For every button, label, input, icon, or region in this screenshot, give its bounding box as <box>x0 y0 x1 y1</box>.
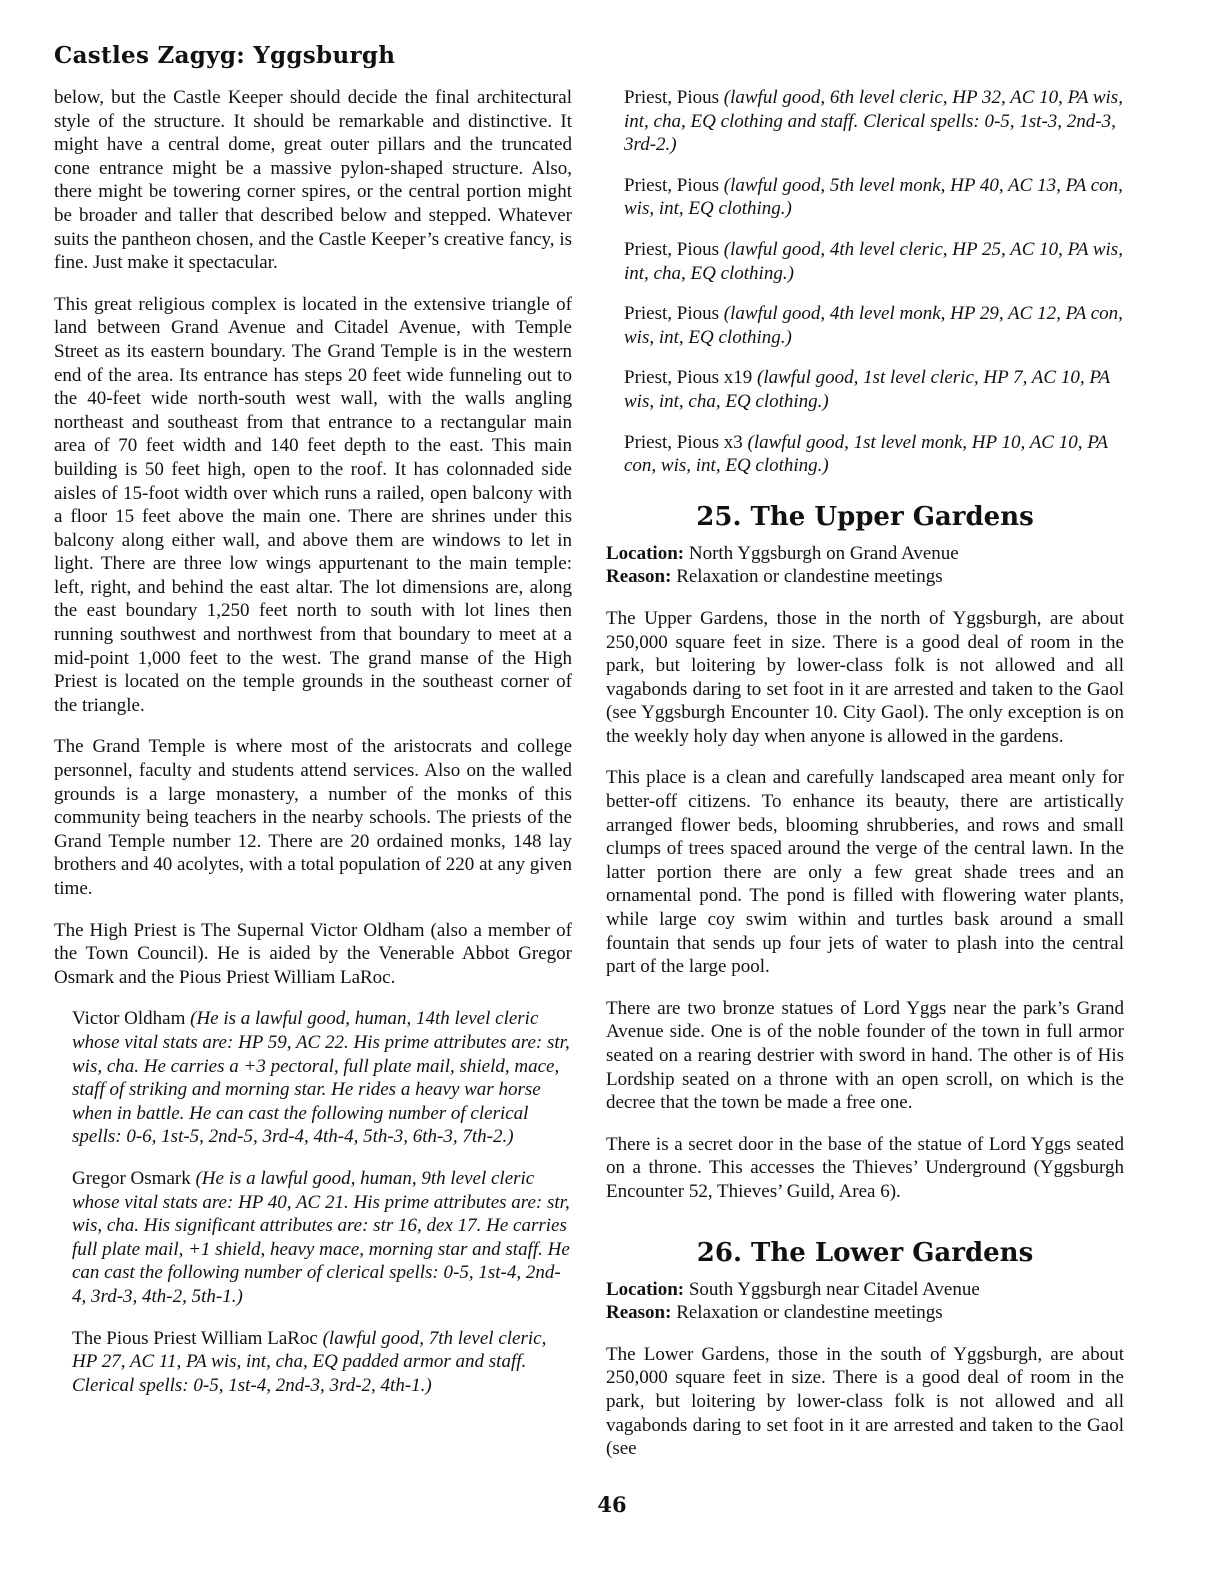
body-paragraph: There is a secret door in the base of the statue of Lord Yggs seated on a throne. This accesses the Thieves’ Underground (Yggsburgh Encounter 52, Thieves’ Guild, Area 6). <box>606 1133 1124 1202</box>
reason-label: Reason: <box>606 566 672 588</box>
stat-block-william-laroc <box>72 1327 572 1398</box>
stat-detail: (lawful good, 5th level monk, HP 40, AC 13, PA con, wis, int, EQ clothing.) <box>624 174 1123 220</box>
reason-line <box>606 1301 1124 1325</box>
body-paragraph: This great religious complex is located in the extensive triangle of land between Grand Avenue and Citadel Avenue, with Temple Street as its eastern boundary. The Grand Temple is in the western end of the area. Its entrance has steps 20 feet wide funneling out to the 40-feet wide north-south west wall, with the walls angling northeast and southeast from that entrance to a rectangular main area of 70 feet width and 140 feet depth to the east. This main building is 50 feet high, open to the roof. It has colonnaded side aisles of 15-foot width over which runs a railed, open balcony with a floor 15 feet above the main one. There are shrines under this balcony along either wall, and above them are windows to let in light. There are three low wings appurtenant to the main temple: left, right, and behind the east altar. The lot dimensions are, along the east boundary 1,250 feet north to south with lot lines then running southwest and northwest from that boundary to meet at a mid-point 1,000 feet to the west. The grand manse of the High Priest is located on the temple grounds in the southeast corner of the triangle. <box>54 293 572 716</box>
reason-line <box>606 565 1124 589</box>
left-column <box>54 86 572 1415</box>
stat-name: Gregor Osmark <box>72 1167 191 1189</box>
body-paragraph: The Lower Gardens, those in the south of Yggsburgh, are about 250,000 square feet in size. There is a good deal of room in the park, but loitering by lower-class folk is not allowed and all vagabonds daring to set foot in it are arrested and taken to the Gaol (see <box>606 1343 1124 1460</box>
stat-name: Priest, Pious <box>624 87 720 108</box>
stat-block-gregor-osmark <box>72 1167 572 1309</box>
body-paragraph: The Grand Temple is where most of the aristocrats and college personnel, faculty and students attend services. Also on the walled grounds is a large monastery, a number of the monks of this community being teachers in the nearby schools. The priests of the Grand Temple number 12. There are 20 ordained monks, 148 lay brothers and 40 acolytes, with a total population of 220 at any given time. <box>54 736 572 899</box>
stat-detail: (lawful good, 6th level cleric, HP 32, AC 10, PA wis, int, cha, EQ clothing and staff. Clerical spells: 0-5, 1st-3, 2nd-3, 3rd-2.) <box>624 87 1123 156</box>
body-paragraph: below, but the Castle Keeper should decide the final architectural style of the structure. It should be remarkable and distinctive. It might have a central dome, great outer pillars and the truncated cone entrance might be a massive pylon-shaped structure. Also, there might be towering corner spires, or the central portion might be broader and taller that described below and stepped. Whatever suits the pantheon chosen, and the Castle Keeper’s creative fancy, is fine. Just make it spectacular. <box>54 87 572 274</box>
location-label: Location: <box>606 542 685 564</box>
stat-block-victor-oldham <box>72 1007 572 1149</box>
right-column <box>606 86 1124 1479</box>
stat-block-priest <box>624 302 1124 349</box>
stat-detail: (lawful good, 7th level cleric, HP 27, AC 11, PA wis, int, cha, EQ padded armor and staff. Clerical spells: 0-5, 1st-4, 2nd-3, 3rd-2, 4th-1.) <box>72 1327 547 1396</box>
location-value: South Yggsburgh near Citadel Avenue <box>688 1278 980 1300</box>
reason-value: Relaxation or clandestine meetings <box>676 1302 943 1324</box>
page-number: 46 <box>597 1492 627 1517</box>
stat-name: Priest, Pious <box>624 174 720 196</box>
location-line <box>606 1278 1124 1302</box>
body-paragraph: The Upper Gardens, those in the north of Yggsburgh, are about 250,000 square feet in size. There is a good deal of room in the park, but loitering by lower-class folk is not allowed and all vagabonds daring to set foot in it are arrested and taken to the Gaol (see Yggsburgh Encounter 10. City Gaol). The only exception is on the weekly holy day when anyone is allowed in the gardens. <box>606 607 1124 747</box>
stat-name: Priest, Pious x19 <box>624 367 753 389</box>
stat-name: Victor Oldham <box>72 1008 186 1030</box>
stat-name: The Pious Priest William LaRoc <box>72 1327 318 1349</box>
stat-detail: (He is a lawful good, human, 9th level cleric whose vital stats are: HP 40, AC 21. His prime attributes are: str, wis, cha. His significant attributes are: str 16, dex 17. He carries full plate mail, +1 shield, heavy mace, morning star and staff. He can cast the following number of clerical spells: 0-5, 1st-4, 2nd-4, 3rd-3, 4th-2, 5th-1.) <box>72 1167 570 1307</box>
stat-block-priest <box>624 366 1124 413</box>
page-header-title: Castles Zagyg: Yggsburgh <box>54 42 396 69</box>
stat-detail: (lawful good, 4th level monk, HP 29, AC 12, PA con, wis, int, EQ clothing.) <box>624 303 1123 348</box>
stat-block-priest <box>624 238 1124 285</box>
stat-block-priest <box>624 431 1124 478</box>
body-paragraph: There are two bronze statues of Lord Yggs near the park’s Grand Avenue side. One is of the noble founder of the town in full armor seated on a rearing destrier with sword in hand. The other is of His Lordship seated on a throne with an open scroll, on which is the decree that the town be made a free one. <box>606 997 1124 1114</box>
stat-name: Priest, Pious x3 <box>624 431 743 453</box>
section-meta <box>606 542 1124 589</box>
reason-value: Relaxation or clandestine meetings <box>676 566 943 588</box>
section-meta <box>606 1278 1124 1325</box>
location-value: North Yggsburgh on Grand Avenue <box>688 542 959 564</box>
stat-detail: (lawful good, 1st level cleric, HP 7, AC 10, PA wis, int, cha, EQ clothing.) <box>624 367 1110 412</box>
location-line <box>606 542 1124 566</box>
stat-name: Priest, Pious <box>624 238 720 260</box>
stat-detail: (lawful good, 1st level monk, HP 10, AC 10, PA con, wis, int, EQ clothing.) <box>624 431 1108 477</box>
stat-block-priest <box>624 174 1124 221</box>
body-paragraph: The High Priest is The Supernal Victor Oldham (also a member of the Town Council). He is aided by the Venerable Abbot Gregor Osmark and the Pious Priest William LaRoc. <box>54 919 572 988</box>
stat-detail: (lawful good, 4th level cleric, HP 25, AC 10, PA wis, int, cha, EQ clothing.) <box>624 238 1123 284</box>
stat-block-priest <box>624 86 1124 157</box>
stat-name: Priest, Pious <box>624 303 720 325</box>
location-label: Location: <box>606 1278 685 1300</box>
body-paragraph: This place is a clean and carefully landscaped area meant only for better-off citizens. To enhance its beauty, there are artistically arranged flower beds, blooming shrubberies, and rows and small clumps of trees spaced around the verge of the central lawn. In the latter portion there are only a few great shade trees and an ornamental pond. The pond is filled with flowering water plants, while large coy swim within and turtles bask around a small fountain that sends up four jets of water to plash into the central part of the large pool. <box>606 767 1124 978</box>
reason-label: Reason: <box>606 1302 672 1324</box>
stat-detail: (He is a lawful good, human, 14th level cleric whose vital stats are: HP 59, AC 22. His prime attributes are: str, wis, cha. He carries a +3 pectoral, full plate mail, shield, mace, staff of striking and morning star. He rides a heavy war horse when in battle. He can cast the following number of clerical spells: 0-6, 1st-5, 2nd-5, 3rd-4, 4th-4, 5th-3, 6th-3, 7th-2.) <box>72 1008 570 1148</box>
section-heading-lower-gardens: 26. The Lower Gardens <box>696 1237 1034 1268</box>
section-heading-upper-gardens: 25. The Upper Gardens <box>696 501 1034 532</box>
